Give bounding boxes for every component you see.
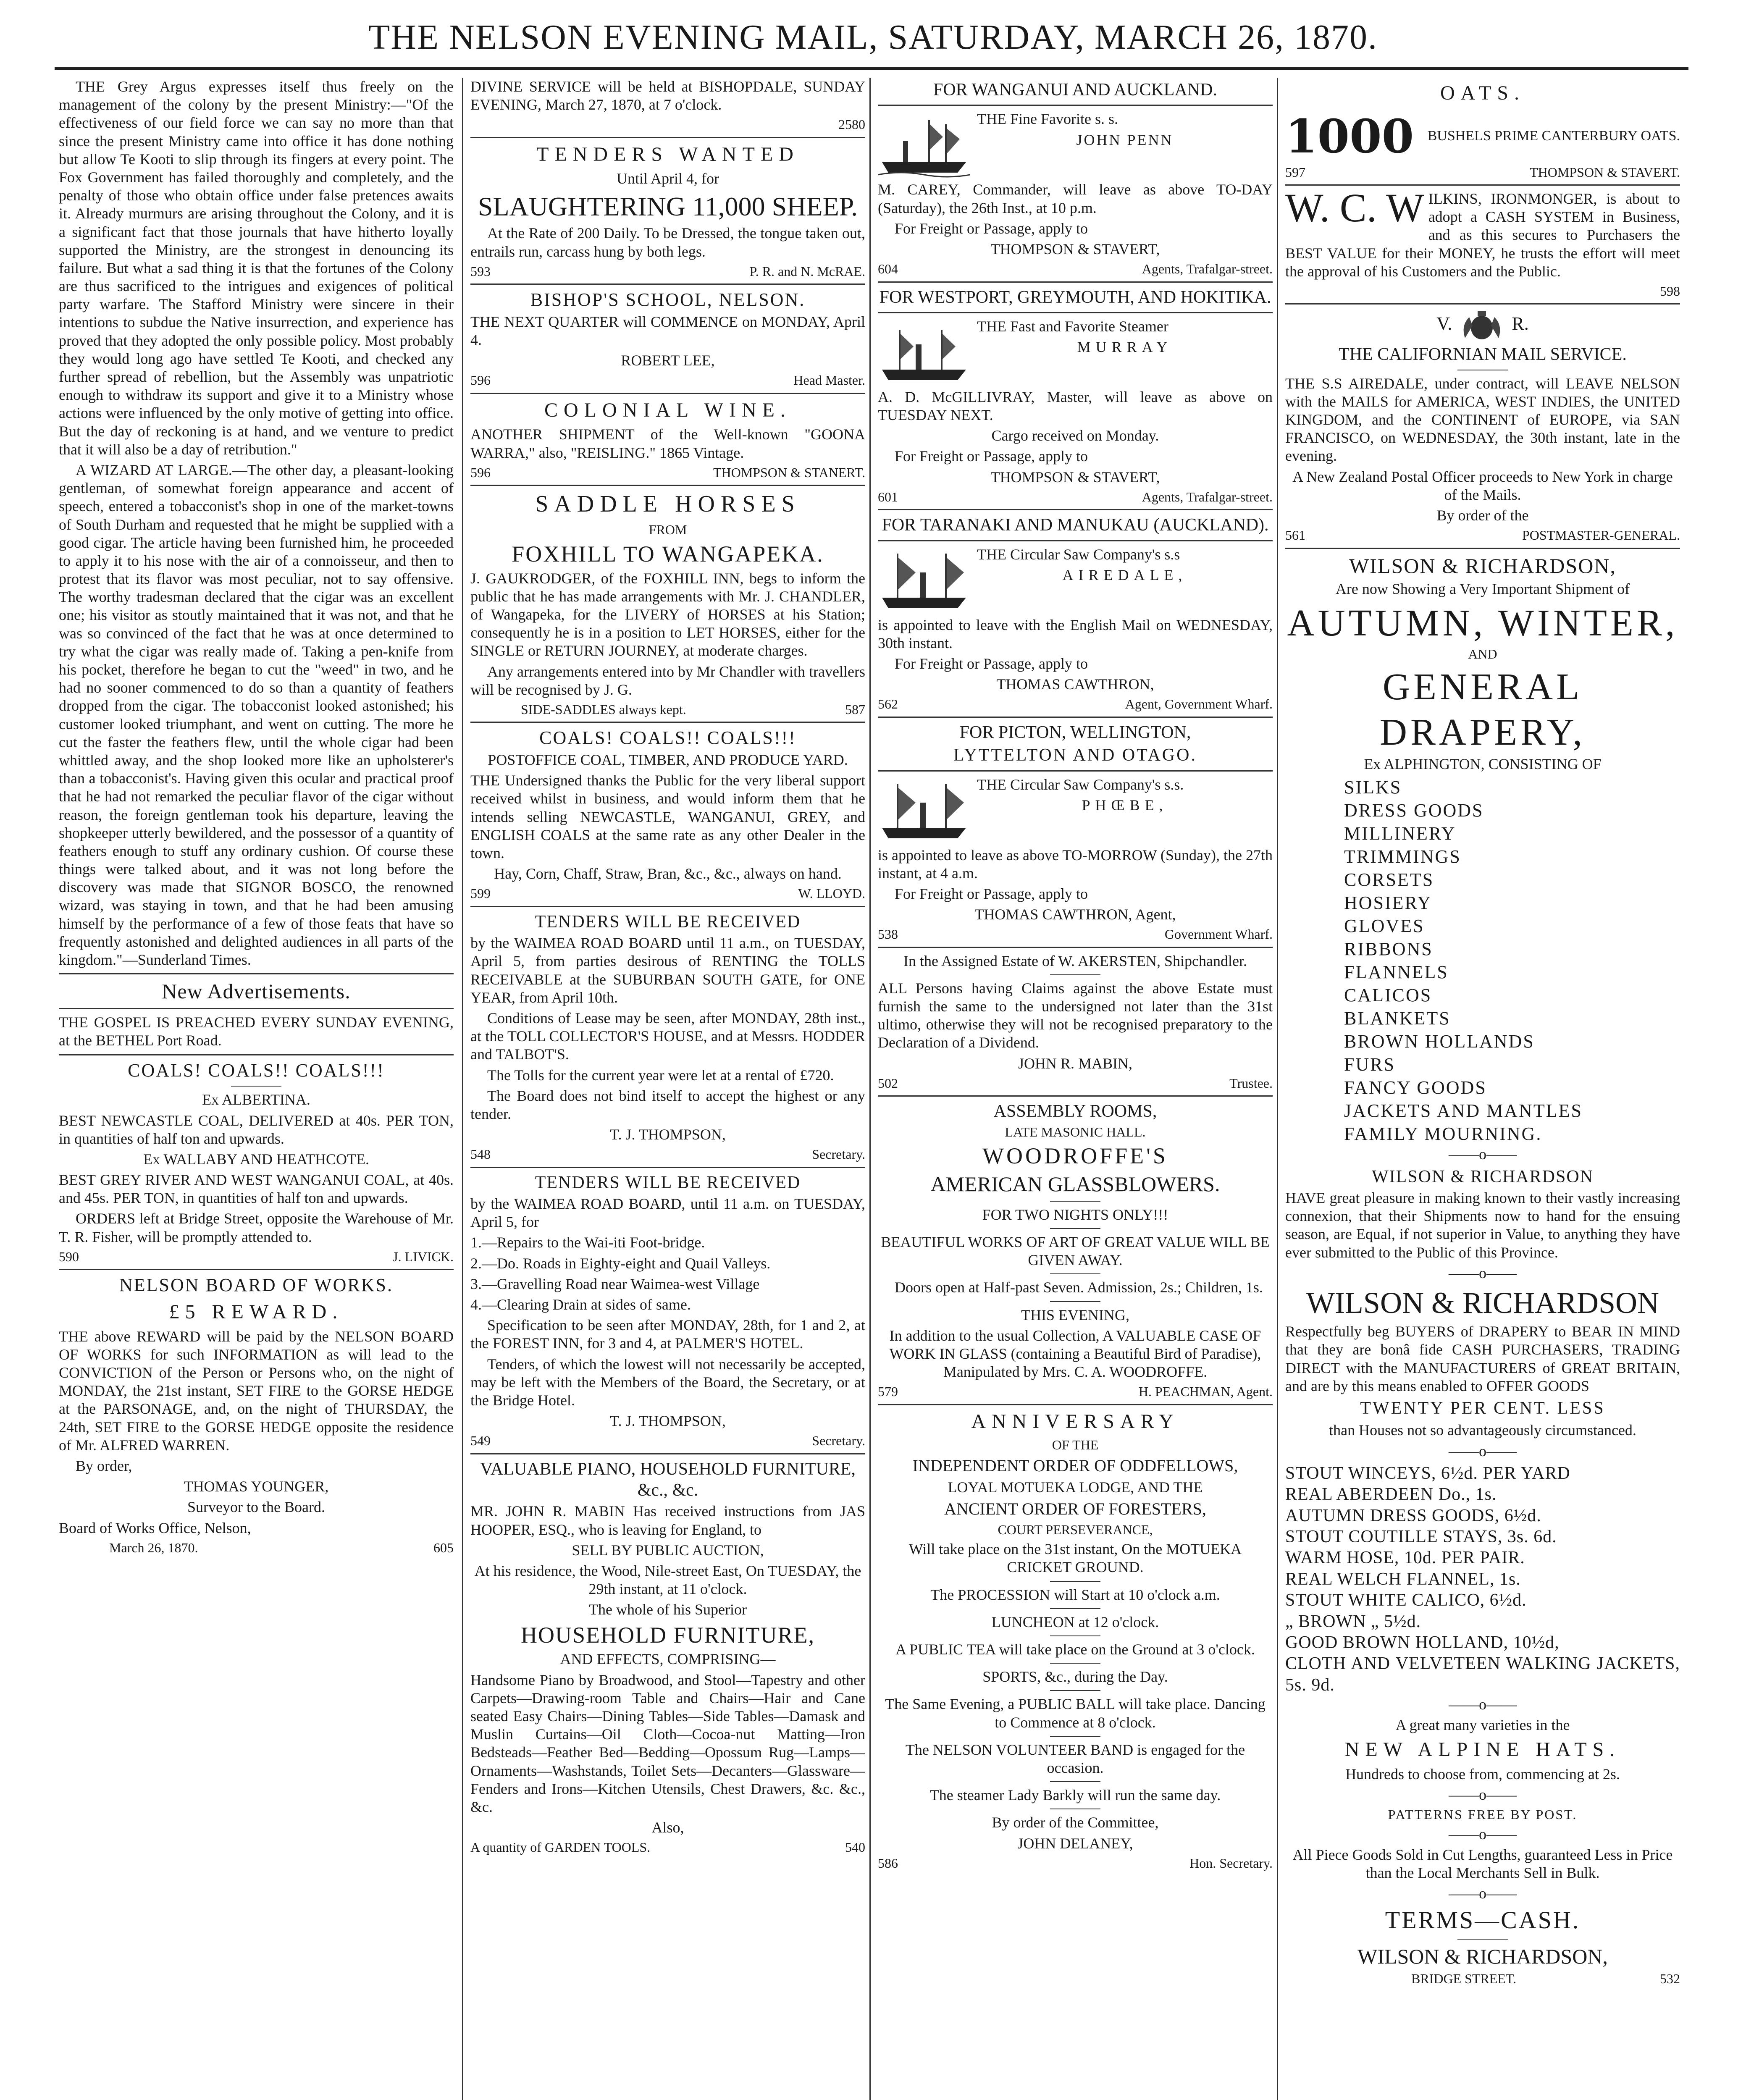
steamship-icon [878, 547, 970, 614]
divider [878, 312, 1273, 313]
anniversary-line: COURT PERSEVERANCE, [998, 1522, 1153, 1537]
assembly-sub: LATE MASONIC HALL. [1005, 1124, 1146, 1139]
tenders-text: Tenders, of which the lowest will not necessarily be accepted, may be left with the Members of the Board, the Secretary, or at the Bridge Hotel. [470, 1355, 865, 1409]
shipping-text: A. D. McGILLIVRAY, Master, will leave as above on TUESDAY NEXT. [878, 388, 1273, 424]
sale-item: WARM HOSE, 10d. PER PAIR. [1285, 1548, 1525, 1568]
works-order: By order, [76, 1457, 132, 1474]
saddle-route: FOXHILL TO WANGAPEKA. [512, 541, 824, 567]
coals-ex: Ex ALBERTINA. [202, 1091, 310, 1108]
tenders-until: Until April 4, for [617, 170, 719, 187]
wr-and: AND [1468, 646, 1497, 662]
shipping-text: For Freight or Passage, apply to [895, 655, 1088, 672]
shipping-text: is appointed to leave as above TO-MORROW (Sunday), the 27th instant, at 4 a.m. [878, 846, 1273, 882]
divider [470, 284, 865, 285]
steamship-icon [878, 112, 970, 179]
piano-heading: VALUABLE PIANO, HOUSEHOLD FURNITURE, &c., &c. [480, 1459, 856, 1500]
wr-item: DRESS GOODS [1344, 800, 1484, 821]
divider [231, 1086, 281, 1087]
divider [878, 105, 1273, 106]
agent-location: Agent, Government Wharf. [1125, 696, 1273, 712]
signature-role: Head Master. [793, 373, 865, 388]
ad-number: 579 [878, 1384, 898, 1399]
piano-tools: A quantity of GARDEN TOOLS. [470, 1840, 651, 1855]
divider [1050, 1301, 1100, 1302]
editorial-paragraph: A WIZARD AT LARGE.—The other day, a pleasant-looking gentleman, of somewhat foreign appearance and accent of speech, entered a tobacconist's shop in one of the market-towns of South Durham and requested that he might be supplied with a good cigar. The article having been furnished him, he proceeded to apply it to his nose with the air of a connoisseur, and then to protest that its flavor was most peculiar, not to say offensive. The worthy tradesman declared that the cigar was an excellent one; his visitor as stoutly maintained that it was not, and that he was so convinced of the fact that he was at once determined to try what the cigar was really made of. Taking a pen-knife from his pocket, therefore he began to cut the "weed" in two, and he had no sooner commenced to do so than a quantity of feathers dropped from the cigar. The tobacconist looked astonished; his customer looked triumphant, and went on cutting. The more he cut the faster the feathers flew, until the whole cigar had been whittled away, and the shop looked more like an upholsterer's than a tobacconist's. Having given this ocular and practical proof that he had not remarked the peculiar flavor of the cigar without reason, the foreign gentleman took his departure, leaving the shopkeeper utterly bewildered, and the possessor of a quantity of feathers enough to stuff any ordinary cushion. Of course these things were talked about, and it was not long before the discovery was made that SIGNOR BOSCO, the renowned wizard, was staying in town, and that he had been amusing himself by the performance of a few of those feats that have so frequently astonished and delighted audiences in all parts of the kingdom."—Sunderland Times. [59, 461, 454, 968]
divider [1050, 1690, 1100, 1691]
ad-footer [1285, 527, 1680, 543]
sale-item: STOUT WINCEYS, 6½d. PER YARD [1285, 1463, 1570, 1483]
divider [1050, 1663, 1100, 1664]
sale-list [1285, 1463, 1680, 1696]
piano-text: MR. JOHN R. MABIN Has received instructions from JAS HOOPER, ESQ., who is leaving for England, to [470, 1503, 865, 1538]
signature: P. R. and N. McRAE. [749, 263, 865, 279]
allpiece: All Piece Goods Sold in Cut Lengths, guaranteed Less in Price than the Local Merchants Sell in Bulk. [1292, 1846, 1673, 1882]
wr-item: BLANKETS [1344, 1008, 1451, 1029]
shipping-text: M. CAREY, Commander, will leave as above TO-DAY (Saturday), the 26th Inst., at 10 p.m. [878, 181, 1273, 216]
ad-footer [59, 1540, 454, 1556]
shipping-heading: LYTTELTON AND OTAGO. [953, 746, 1197, 765]
ad-footer [1285, 283, 1680, 299]
tolls-text: Conditions of Lease may be seen, after MONDAY, 28th inst., at the TOLL COLLECTOR'S HOUSE, and at Messrs. HODDER and TALBOT'S. [470, 1009, 865, 1063]
ad-footer [59, 1249, 454, 1265]
steamship-icon [878, 319, 970, 386]
school-text: THE NEXT QUARTER will COMMENCE on MONDAY, April 4. [470, 313, 865, 349]
ad-number: 562 [878, 696, 898, 712]
ad-footer [878, 1075, 1273, 1091]
editorial-paragraph: THE Grey Argus expresses itself thus freely on the management of the colony by the present Ministry:—"Of the effectiveness of our field force we can say no more than that since the present Ministry came into office it has done nothing but allow Te Kooti to slip through its fingers at every point. The Fox Government has failed thoroughly and completely, and the penalty of those who obtain office under false pretences awaits it. Already murmurs are arising throughout the Colony, and it is a significant fact that those journals that have hitherto loyally supported the Ministry, are the strongest in denouncing its failure. But what a sad thing it is that the fortunes of the Colony are thus sacrificed to the intrigues and exigences of political party warfare. The Stafford Ministry were sincere in their intentions to subdue the Native insurrection, and experience has proved that they adopted the only possible policy. Most probably they would long ago have settled Te Kooti, and checked any further spread of rebellion, but the Assembly was unpatriotic enough to withdraw its support and give it to a Ministry whose actions were influenced by the only motive of getting into office. But the day of reckoning is at hand, and we venture to predict that it will also be a day of retribution." [59, 78, 454, 458]
divider [878, 947, 1273, 948]
ad-number: 532 [1660, 1971, 1680, 1987]
divider [1285, 548, 1680, 549]
divider [59, 1008, 454, 1009]
oats-text: BUSHELS PRIME CANTERBURY OATS. [1427, 128, 1680, 144]
coals-text: ORDERS left at Bridge Street, opposite the Warehouse of Mr. T. R. Fisher, will be promptly attended to. [59, 1210, 454, 1245]
divider [1285, 303, 1680, 304]
ad-number: 596 [470, 373, 491, 388]
assembly-text: In addition to the usual Collection, A VALUABLE CASE OF WORK IN GLASS (containing a Beautiful Bird of Paradise), Manipulated by Mrs. C. A. WOODROFFE. [889, 1327, 1261, 1381]
column-rule [1277, 78, 1278, 2100]
column-rule [869, 78, 871, 2100]
ad-footer [470, 465, 865, 480]
divider [470, 1453, 865, 1454]
wr-item: TRIMMINGS [1344, 846, 1461, 867]
signature-role: Secretary. [812, 1147, 865, 1162]
ad-number: 596 [470, 465, 491, 480]
signature: THOMPSON & STAVERT. [1530, 164, 1680, 180]
ad-number: 2580 [838, 117, 865, 132]
piano-sell: SELL BY PUBLIC AUCTION, [572, 1541, 764, 1559]
signature: T. J. THOMPSON, [610, 1412, 726, 1430]
ad-footer [878, 926, 1273, 942]
separator-o: ——o—— [1449, 1786, 1517, 1803]
anniversary-line: INDEPENDENT ORDER OF ODDFELLOWS, [912, 1456, 1238, 1475]
ad-footer [470, 116, 865, 132]
signature: JOHN DELANEY, [1017, 1835, 1133, 1852]
ad-footer [470, 701, 865, 717]
wr-item-list [1285, 776, 1680, 1145]
shipping-heading: FOR WANGANUI AND AUCKLAND. [933, 80, 1217, 100]
sale-item: AUTUMN DRESS GOODS, 6½d. [1285, 1506, 1541, 1525]
piano-list: Handsome Piano by Broadwood, and Stool—Tapestry and other Carpets—Drawing-room Table and Chairs—Hair and Cane seated Easy Chairs—Dining Tables—Side Tables—Damask and Muslin Curtains—Oil Cloth—Cocoa-nut Matting—Iron Bedsteads—Feather Bed—Bedding—Opossum Rug—Lamps—Ornaments—Washstands, Toilet Sets—Decanters—Glassware—Fenders and Irons—Kitchen Utensils, Chest Drawers, &c. &c., &c. [470, 1671, 865, 1815]
wine-heading: COLONIAL WINE. [544, 399, 791, 421]
coals-heading: COALS! COALS!! COALS!!! [539, 727, 796, 748]
divider [470, 393, 865, 394]
wr-item: FAMILY MOURNING. [1344, 1124, 1542, 1144]
anniversary-line: LOYAL MOTUEKA LODGE, AND THE [948, 1478, 1203, 1496]
vr-v: V. [1436, 313, 1452, 334]
divider [878, 281, 1273, 283]
divider [59, 1054, 454, 1055]
ad-number: 586 [878, 1855, 898, 1871]
sale-item: STOUT WHITE CALICO, 6½d. [1285, 1591, 1527, 1610]
divine-service: DIVINE SERVICE will be held at BISHOPDALE, SUNDAY EVENING, March 27, 1870, at 7 o'clock. [470, 78, 865, 113]
piano-effects: AND EFFECTS, COMPRISING— [560, 1651, 776, 1668]
ad-footer [878, 489, 1273, 505]
wr-item: RIBBONS [1344, 939, 1433, 960]
piano-furniture: HOUSEHOLD FURNITURE, [521, 1622, 815, 1648]
divider [878, 540, 1273, 541]
column-1 [59, 78, 454, 2100]
signature-role: Hon. Secretary. [1189, 1855, 1273, 1871]
divider [1457, 1939, 1508, 1940]
ad-footer [470, 885, 865, 901]
agent-location: Government Wharf. [1164, 927, 1273, 942]
ship-name: JOHN PENN [1076, 131, 1174, 148]
agent-location: Agents, Trafalgar-street. [1142, 489, 1273, 504]
divider [1050, 1201, 1100, 1202]
divider [1050, 1228, 1100, 1229]
shipping-text: is appointed to leave with the English Mail on WEDNESDAY, 30th instant. [878, 616, 1273, 651]
saddle-foot: SIDE-SADDLES always kept. [521, 701, 686, 717]
tenders-slaughter: SLAUGHTERING 11,000 SHEEP. [478, 191, 858, 221]
new-ads-heading: New Advertisements. [162, 979, 351, 1003]
wc-text: ILKINS, IRONMONGER, is about to adopt a CASH SYSTEM in Business, and as this secures to Purchasers the BEST VALUE for their MONEY, he trusts the effort will meet the approval of his Customers and the Public. [1285, 190, 1680, 280]
shipping-text: Cargo received on Monday. [991, 427, 1159, 444]
coals-text: THE Undersigned thanks the Public for the very liberal support received whilst in business, and would inform them that he intends selling NEWCASTLE, WANGANUI, GREY, and ENGLISH COALS at the same rate as any other Dealer in the town. [470, 772, 865, 862]
separator-o: ——o—— [1449, 1442, 1517, 1460]
anniversary-line: ANCIENT ORDER OF FORESTERS, [944, 1499, 1206, 1518]
shipping-heading: FOR PICTON, WELLINGTON, [959, 722, 1191, 742]
shipping-text: THE Circular Saw Company's s.s. [977, 776, 1184, 793]
works-text: THE above REWARD will be paid by the NELSON BOARD OF WORKS for such INFORMATION as will lead to the CONVICTION of the Person or Persons who, on the night of MONDAY, the 21st instant, SET FIRE to the GORSE HEDGE at the PARSONAGE, and, on the night of THURSDAY, the 24th, SET FIRE to the GORSE HEDGE opposite the residence of Mr. ALFRED WARREN. [59, 1328, 454, 1454]
divider [1050, 1608, 1100, 1609]
wr-general: GENERAL DRAPERY, [1379, 666, 1586, 753]
coals-text: BEST NEWCASTLE COAL, DELIVERED at 40s. PER TON, in quantities of half ton and upwards. [59, 1112, 454, 1147]
divider [470, 1167, 865, 1168]
shipping-text: For Freight or Passage, apply to [895, 448, 1088, 465]
ad-number: 502 [878, 1075, 898, 1091]
agent-name: THOMPSON & STAVERT, [990, 240, 1160, 257]
ad-number: 598 [1660, 283, 1680, 299]
signature: THOMPSON & STANERT. [713, 465, 865, 480]
gospel-notice: THE GOSPEL IS PREACHED EVERY SUNDAY EVENING, at the BETHEL Port Road. [59, 1014, 454, 1049]
wr-heading: WILSON & RICHARDSON [1371, 1167, 1594, 1186]
agent-location: Agents, Trafalgar-street. [1142, 261, 1273, 277]
divider [1050, 1635, 1100, 1636]
oats-quantity: 1000 [1285, 109, 1414, 163]
shipping-text: THE Fine Favorite s. s. [977, 110, 1118, 128]
ad-footer [1285, 164, 1680, 180]
wr-text: HAVE great pleasure in making known to their vastly increasing connexion, that their Shipments now to hand for the ensuing season, are Equal, if not superior in Value, to anything they have ever submitted to the Public of this Province. [1285, 1189, 1680, 1261]
sale-item: STOUT COUTILLE STAYS, 3s. 6d. [1285, 1527, 1557, 1546]
patterns: PATTERNS FREE BY POST. [1388, 1807, 1578, 1822]
wr-heading: WILSON & RICHARDSON, [1349, 554, 1616, 578]
anniversary-heading: ANNIVERSARY [971, 1410, 1179, 1433]
wr-item: BROWN HOLLANDS [1344, 1031, 1535, 1052]
piano-text: The whole of his Superior [589, 1601, 747, 1618]
divider [470, 906, 865, 907]
column-4 [1285, 78, 1680, 2100]
wr-item: FLANNELS [1344, 962, 1449, 983]
divider [1050, 1581, 1100, 1582]
signature-role: Trustee. [1229, 1075, 1273, 1091]
wr-heading: WILSON & RICHARDSON, [1357, 1945, 1608, 1969]
sale-item: REAL WELCH FLANNEL, 1s. [1285, 1569, 1521, 1589]
divider [878, 770, 1273, 772]
divider [1050, 974, 1100, 975]
wr-text: than Houses not so advantageously circumstanced. [1329, 1422, 1636, 1439]
saddle-heading: SADDLE HORSES [535, 491, 801, 517]
signature: W. LLOYD. [798, 886, 865, 901]
ad-footer [470, 263, 865, 279]
divider [878, 509, 1273, 510]
wr-item: FANCY GOODS [1344, 1077, 1487, 1098]
divider [878, 1095, 1273, 1097]
wr-item: CORSETS [1344, 869, 1434, 890]
divider [1050, 1273, 1100, 1274]
wr-item: FURS [1344, 1054, 1396, 1075]
shipping-text: For Freight or Passage, apply to [895, 885, 1088, 902]
separator-o: ——o—— [1449, 1146, 1517, 1163]
ad-footer [470, 1839, 865, 1855]
anniversary-of: OF THE [1052, 1437, 1099, 1453]
tenders-text: At the Rate of 200 Daily. To be Dressed, the tongue taken out, entrails run, carcass hung by both legs. [470, 225, 865, 260]
shipping-heading: FOR TARANAKI AND MANUKAU (AUCKLAND). [882, 515, 1269, 535]
shipping-heading: FOR WESTPORT, GREYMOUTH, AND HOKITIKA. [879, 287, 1271, 307]
sale-item: „ BROWN „ 5½d. [1285, 1612, 1421, 1631]
assembly-name: WOODROFFE'S [982, 1143, 1168, 1168]
wr-item: SILKS [1344, 777, 1402, 798]
ad-footer [878, 1855, 1273, 1871]
ad-number: 587 [845, 701, 865, 717]
ad-number: 597 [1285, 164, 1305, 180]
wc-initials: W. C. W [1285, 185, 1424, 230]
divider [878, 717, 1273, 718]
ship-name: AIREDALE, [1062, 566, 1187, 583]
mail-text: THE S.S AIREDALE, under contract, will LEAVE NELSON with the MAILS for AMERICA, WEST INDIES, the UNITED KINGDOM, and the CONTINENT of EUROPE, via SAN FRANCISCO, on WEDNESDAY, the 30th instant, late in the evening. [1285, 375, 1680, 465]
mail-order: By order of the [1436, 507, 1529, 524]
wr-ex: Ex ALPHINGTON, CONSISTING OF [1364, 756, 1602, 773]
tenders-item: 4.—Clearing Drain at sides of same. [470, 1296, 691, 1313]
wr-heading: WILSON & RICHARDSON [1306, 1286, 1659, 1320]
divider [470, 137, 865, 138]
sale-item: CLOTH AND VELVETEEN WALKING JACKETS, 5s. 9d. [1285, 1654, 1680, 1695]
signature: J. LIVICK. [393, 1249, 454, 1264]
piano-also: Also, [651, 1819, 684, 1836]
ad-footer [878, 261, 1273, 277]
wine-text: ANOTHER SHIPMENT of the Well-known "GOONA WARRA," also, "REISLING." 1865 Vintage. [470, 426, 865, 461]
signature-role: Secretary. [812, 1433, 865, 1449]
anniversary-line: Will take place on the 31st instant, On the MOTUEKA CRICKET GROUND. [908, 1541, 1242, 1576]
tenders-item: 2.—Do. Roads in Eighty-eight and Quail Valleys. [470, 1255, 771, 1272]
masthead-rule [55, 67, 1688, 70]
wr-item: CALICOS [1344, 985, 1432, 1006]
column-3 [878, 78, 1273, 2100]
ad-footer [470, 1146, 865, 1162]
ship-name: PHŒBE, [1082, 796, 1168, 814]
tenders-item: 1.—Repairs to the Wai-iti Foot-bridge. [470, 1234, 705, 1251]
separator-o: ——o—— [1449, 1696, 1517, 1713]
ad-number: 549 [470, 1433, 491, 1449]
tenders-item: 3.—Gravelling Road near Waimea-west Village [470, 1275, 760, 1292]
column-2 [470, 78, 865, 2100]
divider [59, 973, 454, 974]
anniversary-event: SPORTS, &c., during the Day. [982, 1668, 1168, 1685]
tenders-text: Specification to be seen after MONDAY, 28th, for 1 and 2, at the FOREST INN, for 3 and 4, at PALMER'S HOTEL. [470, 1317, 865, 1352]
coals-heading: COALS! COALS!! COALS!!! [128, 1060, 385, 1081]
assembly-nights: FOR TWO NIGHTS ONLY!!! [982, 1206, 1168, 1223]
wr-showing: Are now Showing a Very Important Shipment of [1335, 580, 1630, 597]
tenders-heading: TENDERS WANTED [536, 143, 799, 165]
assembly-works: BEAUTIFUL WORKS OF ART OF GREAT VALUE WILL BE GIVEN AWAY. [881, 1233, 1270, 1269]
assembly-evening: THIS EVENING, [1021, 1306, 1129, 1323]
anniversary-event: The Same Evening, a PUBLIC BALL will take place. Dancing to Commence at 8 o'clock. [885, 1696, 1266, 1731]
wr-item: MILLINERY [1344, 823, 1456, 844]
ad-number: 601 [878, 489, 898, 504]
divider [470, 485, 865, 486]
ad-number: 599 [470, 886, 491, 901]
mail-heading: THE CALIFORNIAN MAIL SERVICE. [1339, 345, 1627, 365]
assembly-name: AMERICAN GLASSBLOWERS. [930, 1172, 1220, 1196]
anniversary-event: LUNCHEON at 12 o'clock. [991, 1613, 1159, 1630]
vr-r: R. [1512, 313, 1529, 334]
separator-o: ——o—— [1449, 1885, 1517, 1902]
tolls-heading: TENDERS WILL BE RECEIVED [535, 912, 801, 932]
sale-item: GOOD BROWN HOLLAND, 10½d, [1285, 1633, 1560, 1652]
works-heading: NELSON BOARD OF WORKS. [119, 1275, 393, 1296]
royal-arms-icon [1457, 309, 1507, 342]
ad-footer [1285, 1971, 1680, 1987]
shipping-text: For Freight or Passage, apply to [895, 220, 1088, 237]
tolls-text: The Tolls for the current year were let at a rental of £720. [487, 1066, 834, 1084]
ad-number: 605 [433, 1540, 454, 1555]
ad-footer [470, 1433, 865, 1449]
oats-heading: OATS. [1440, 82, 1525, 104]
ad-number: 540 [845, 1840, 865, 1855]
agent-name: THOMPSON & STAVERT, [990, 468, 1160, 486]
ad-footer [470, 372, 865, 388]
masthead: THE NELSON EVENING MAIL, SATURDAY, MARCH 26, 1870. [368, 18, 1378, 57]
wr-item: HOSIERY [1344, 892, 1432, 914]
ad-number: 604 [878, 261, 898, 277]
signature-role: Surveyor to the Board. [187, 1499, 325, 1516]
estate-heading: In the Assigned Estate of W. AKERSTEN, Shipchandler. [903, 952, 1247, 969]
ad-footer [878, 696, 1273, 712]
wr-autumn: AUTUMN, WINTER, [1287, 602, 1678, 644]
anniversary-event: The PROCESSION will Start at 10 o'clock a.m. [930, 1586, 1220, 1603]
divider [470, 722, 865, 723]
sale-item: REAL ABERDEEN Do., 1s. [1285, 1485, 1497, 1504]
works-place: Board of Works Office, Nelson, [59, 1519, 251, 1536]
saddle-from: FROM [649, 522, 687, 538]
coals-ex: Ex WALLABY AND HEATHCOTE. [143, 1150, 369, 1168]
oats-row [1285, 109, 1680, 164]
ad-number: 561 [1285, 528, 1305, 543]
saddle-text: J. GAUKRODGER, of the FOXHILL INN, begs to inform the public that he has made arrangements with Mr. J. CHANDLER, of Wangapeka, for the LIVERY of HORSES at his Station; consequently he is in a position to LET HORSES, either for the SINGLE or RETURN JOURNEY, at moderate charges. [470, 570, 865, 659]
works-date: March 26, 1870. [109, 1540, 198, 1555]
agent-name: THOMAS CAWTHRON, [996, 676, 1154, 693]
street: BRIDGE STREET. [1411, 1971, 1517, 1987]
agent-name: THOMAS CAWTHRON, Agent, [974, 906, 1176, 923]
wr-text: Respectfully beg BUYERS of DRAPERY to BEAR IN MIND that they are bonâ fide CASH PURCHASERS, TRADING DIRECT with the MANUFACTURERS of GREAT BRITAIN, and are by this means enabled to OFFER GOODS [1285, 1323, 1680, 1394]
terms: TERMS—CASH. [1385, 1906, 1581, 1934]
divider [1050, 1781, 1100, 1782]
estate-text: ALL Persons having Claims against the above Estate must furnish the same to the undersigned not later than the 31st ultimo, otherwise they will not be recognised preparatory to the Declaration of a Dividend. [878, 979, 1273, 1051]
coals-text: BEST GREY RIVER AND WEST WANGANUI COAL, at 40s. and 45s. PER TON, in quantities of half ton and upwards. [59, 1171, 454, 1207]
ad-number: 548 [470, 1147, 491, 1162]
piano-text: At his residence, the Wood, Nile-street East, On TUESDAY, the 29th instant, at 11 o'clock. [474, 1562, 861, 1598]
tenders-heading: TENDERS WILL BE RECEIVED [535, 1173, 801, 1192]
separator-o: ——o—— [1449, 1825, 1517, 1843]
ad-number: 593 [470, 263, 491, 279]
coals-sub: POSTOFFICE COAL, TIMBER, AND PRODUCE YARD. [488, 751, 848, 769]
signature: JOHN R. MABIN, [1018, 1055, 1133, 1072]
tolls-text: The Board does not bind itself to accept the highest or any tender. [470, 1087, 865, 1122]
alpine-hats: NEW ALPINE HATS. [1344, 1738, 1621, 1761]
column-rule [462, 78, 463, 2100]
ad-number: 590 [59, 1249, 79, 1264]
divider [1050, 1736, 1100, 1737]
varieties: A great many varieties in the [1395, 1717, 1570, 1734]
tolls-text: by the WAIMEA ROAD BOARD until 11 a.m., on TUESDAY, April 5, from parties desirous of RENTING the TOLLS RECEIVABLE at the SUBURBAN SOUTH GATE, for ONE YEAR, from April 10th. [470, 934, 865, 1006]
ship-name: MURRAY [1077, 339, 1173, 356]
wr-item: JACKETS AND MANTLES [1344, 1100, 1583, 1121]
school-heading: BISHOP'S SCHOOL, NELSON. [530, 289, 806, 310]
assembly-doors: Doors open at Half-past Seven. Admission, 2s.; Children, 1s. [895, 1279, 1263, 1296]
divider [878, 1404, 1273, 1405]
mail-text: A New Zealand Postal Officer proceeds to New York in charge of the Mails. [1292, 468, 1673, 503]
saddle-text: Any arrangements entered into by Mr Chandler with travellers will be recognised by J. G. [470, 663, 865, 698]
ad-number: 538 [878, 927, 898, 942]
signature: THOMAS YOUNGER, [184, 1478, 329, 1495]
signature: T. J. THOMPSON, [610, 1126, 726, 1143]
signature-role: POSTMASTER-GENERAL. [1522, 528, 1680, 543]
anniversary-event: A PUBLIC TEA will take place on the Ground at 3 o'clock. [895, 1641, 1255, 1658]
hundreds: Hundreds to choose from, commencing at 2s. [1345, 1766, 1620, 1783]
anniversary-event: The NELSON VOLUNTEER BAND is engaged for the occasion. [905, 1741, 1245, 1776]
coals-text: Hay, Corn, Chaff, Straw, Bran, &c., &c., always on hand. [494, 865, 842, 882]
works-reward: £5 REWARD. [169, 1301, 344, 1323]
assembly-heading: ASSEMBLY ROOMS, [993, 1102, 1157, 1121]
signature: ROBERT LEE, [621, 352, 715, 369]
signature: H. PEACHMAN, Agent. [1138, 1384, 1273, 1399]
wr-item: GLOVES [1344, 916, 1425, 937]
shipping-text: THE Circular Saw Company's s.s [977, 546, 1180, 563]
tenders-text: by the WAIMEA ROAD BOARD, until 11 a.m. on TUESDAY, April 5, for [470, 1195, 865, 1231]
anniversary-event: The steamer Lady Barkly will run the same day. [929, 1787, 1221, 1804]
separator-o: ——o—— [1449, 1264, 1517, 1281]
divider [59, 1269, 454, 1270]
ad-footer [878, 1383, 1273, 1399]
vr-crest [1285, 309, 1680, 342]
steamship-icon [878, 777, 970, 845]
wr-percent: TWENTY PER CENT. LESS [1360, 1399, 1605, 1418]
shipping-text: THE Fast and Favorite Steamer [977, 318, 1168, 335]
anniversary-order: By order of the Committee, [992, 1814, 1159, 1831]
